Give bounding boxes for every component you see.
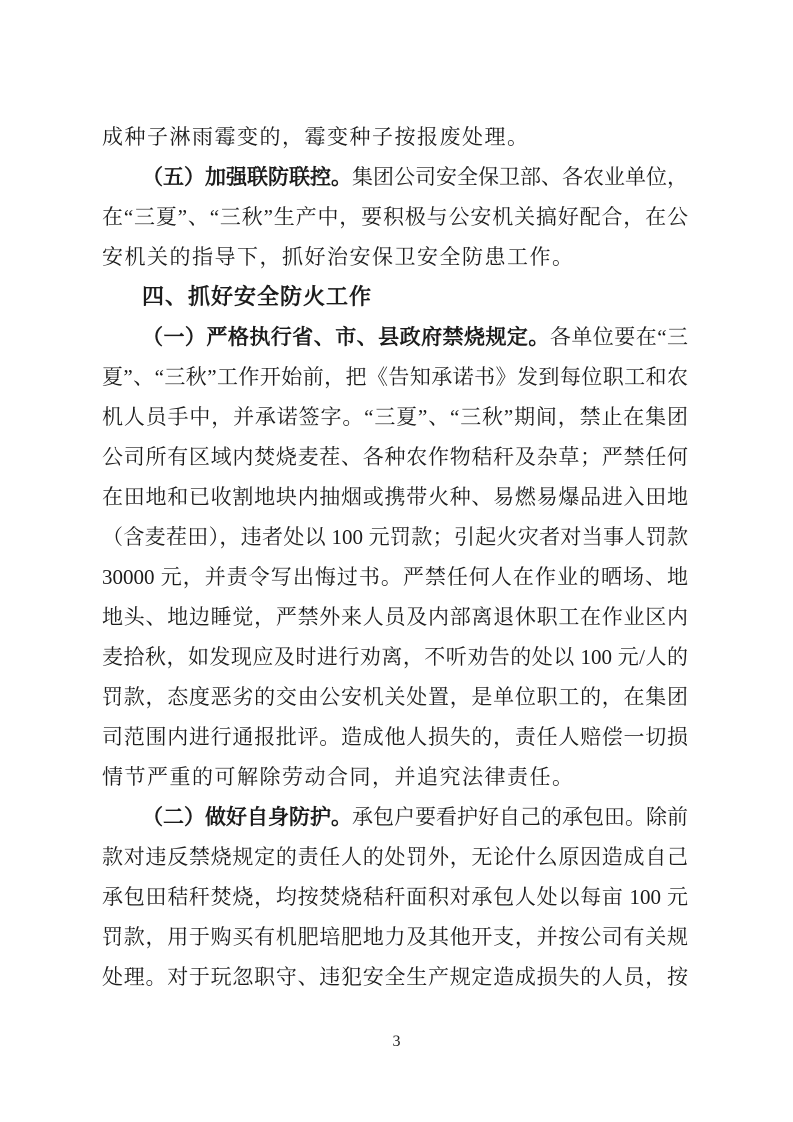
- body-text: 处理。对于玩忽职守、违犯安全生产规定造成损失的人员，按: [102, 965, 688, 989]
- body-text: 在“三夏”、“三秋”生产中，要积极与公安机关搞好配合，在公: [102, 205, 688, 229]
- text-line: [102, 717, 688, 757]
- paragraph-lead-text: （二）做好自身防护。: [142, 805, 352, 829]
- body-text: 司范围内进行通报批评。造成他人损失的，责任人赔偿一切损: [102, 725, 688, 749]
- body-text: 成种子淋雨霉变的，霉变种子按报废处理。: [102, 125, 530, 149]
- body-text: 麦拾秋，如发现应及时进行劝离，不听劝告的处以 100 元/人的: [102, 645, 688, 669]
- paragraph-lead-text: （一）严格执行省、市、县政府禁烧规定。: [142, 325, 550, 349]
- body-text: 情节严重的可解除劳动合同，并追究法律责任。: [102, 765, 575, 789]
- text-line: [102, 877, 688, 917]
- text-line: [102, 957, 688, 997]
- text-line: [102, 237, 688, 277]
- text-line: [102, 517, 688, 557]
- heading-text: 四、抓好安全防火工作: [142, 284, 373, 309]
- text-line: [102, 637, 688, 677]
- body-text: 夏”、“三秋”工作开始前，把《告知承诺书》发到每位职工和农: [102, 365, 688, 389]
- body-text: 罚款，用于购买有机肥培肥地力及其他开支，并按公司有关规: [102, 925, 688, 949]
- body-text: 款对违反禁烧规定的责任人的处罚外，无论什么原因造成自己: [102, 845, 688, 869]
- body-text: 罚款，态度恶劣的交由公安机关处置，是单位职工的，在集团: [102, 685, 688, 709]
- text-line: [102, 477, 688, 517]
- text-line: [102, 677, 688, 717]
- text-line: [102, 197, 688, 237]
- text-line: [102, 397, 688, 437]
- text-line: [102, 917, 688, 957]
- body-text: 承包户要看护好自己的承包田。除前: [352, 805, 688, 829]
- page-number: 3: [392, 1033, 401, 1050]
- text-line: [102, 357, 688, 397]
- text-line: [102, 437, 688, 477]
- body-text: 在田地和已收割地块内抽烟或携带火种、易燃易爆品进入田地: [102, 485, 688, 509]
- body-text: 机人员手中，并承诺签字。“三夏”、“三秋”期间，禁止在集团: [102, 405, 688, 429]
- body-text: 安机关的指导下，抓好治安保卫安全防患工作。: [102, 245, 575, 269]
- text-line: [102, 757, 688, 797]
- text-line: [102, 797, 688, 837]
- body-text: 30000 元，并责令写出悔过书。严禁任何人在作业的晒场、地: [102, 565, 688, 589]
- text-line: [102, 597, 688, 637]
- section-heading: [102, 277, 688, 317]
- text-line: [102, 317, 688, 357]
- body-text: 承包田秸秆焚烧，均按焚烧秸秆面积对承包人处以每亩 100 元: [102, 885, 688, 909]
- body-text: （含麦茬田），违者处以 100 元罚款；引起火灾者对当事人罚款: [102, 525, 688, 549]
- text-line: [102, 157, 688, 197]
- paragraph-lead-text: （五）加强联防联控。: [142, 165, 352, 189]
- body-text: 各单位要在“三: [549, 325, 688, 349]
- body-text: 集团公司安全保卫部、各农业单位，: [352, 165, 688, 189]
- body-text: 地头、地边睡觉，严禁外来人员及内部离退休职工在作业区内: [102, 605, 688, 629]
- document-content: [102, 117, 688, 997]
- body-text: 公司所有区域内焚烧麦茬、各种农作物秸秆及杂草；严禁任何: [102, 445, 688, 469]
- text-line: [102, 837, 688, 877]
- text-line: [102, 117, 688, 157]
- text-line: [102, 557, 688, 597]
